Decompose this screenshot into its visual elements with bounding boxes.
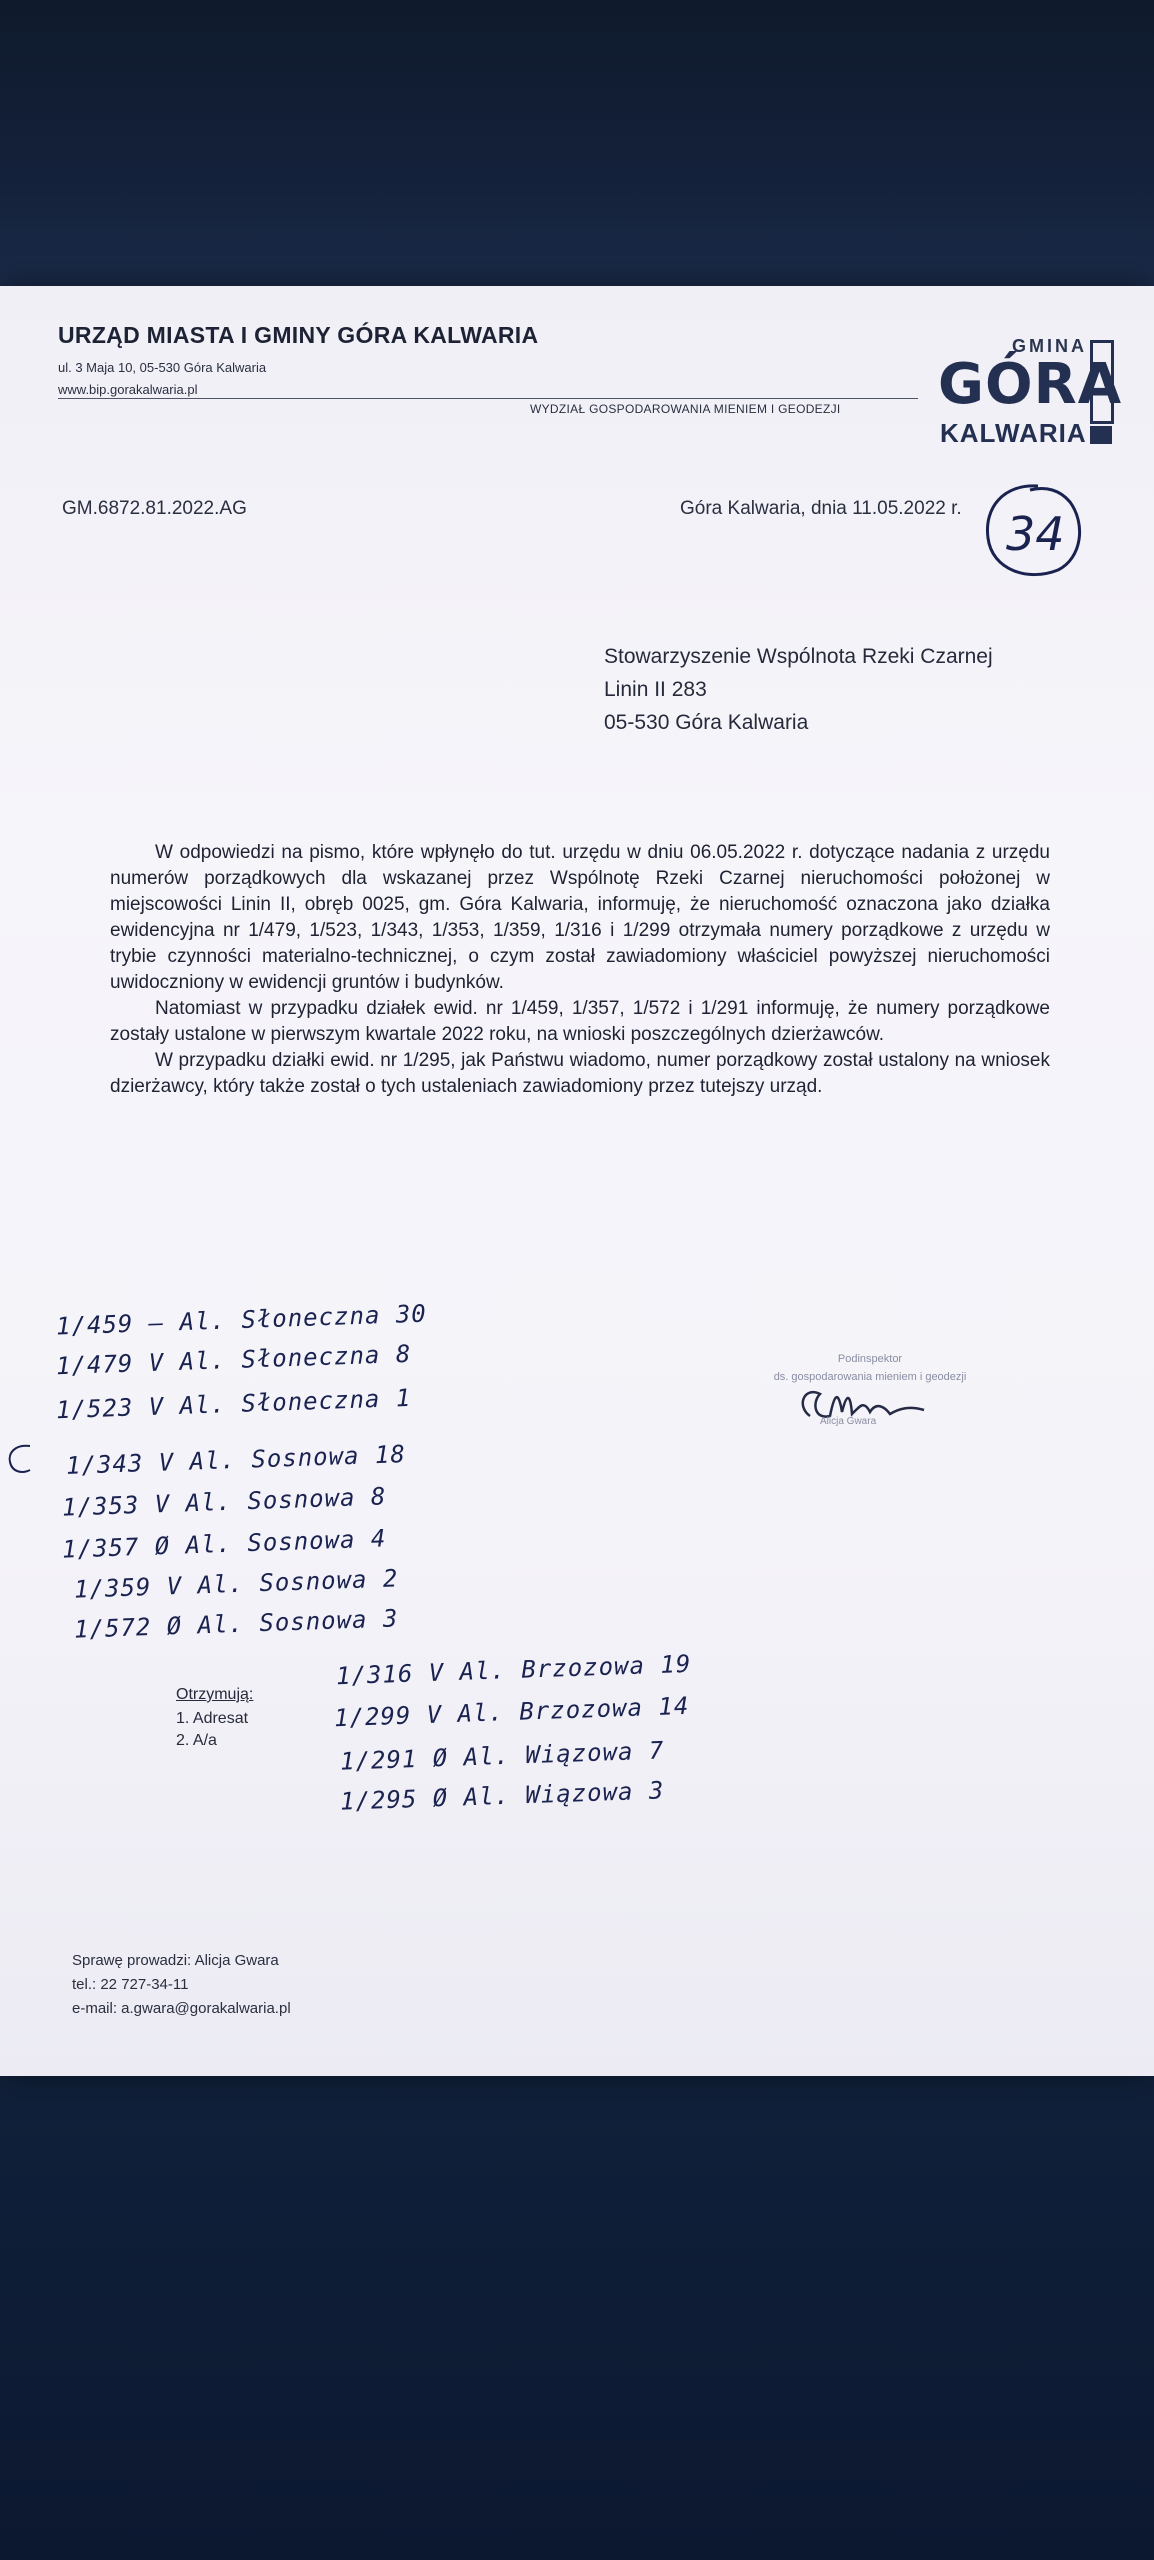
stamp-department: ds. gospodarowania mieniem i geodezji	[773, 1371, 967, 1383]
logo-frame-icon	[1090, 340, 1114, 424]
margin-mark-icon	[4, 1440, 34, 1480]
recipient-line: Linin II 283	[604, 678, 707, 701]
recipient-address	[604, 640, 993, 739]
handwritten-note: 1/291 Ø Al. Wiązowa 7	[339, 1736, 665, 1776]
handwritten-note: 1/523 V Al. Słoneczna 1	[55, 1383, 412, 1425]
handwritten-note: 1/459 – Al. Słoneczna 30	[55, 1299, 428, 1341]
recipients-item: 2. A/a	[176, 1732, 217, 1749]
logo-gora-text: GÓRA	[938, 352, 1123, 417]
signature-name: Alicja Gwara	[820, 1416, 877, 1427]
recipient-line: 05-530 Góra Kalwaria	[604, 711, 809, 734]
handwritten-note: 1/343 V Al. Sosnowa 18	[65, 1440, 407, 1480]
handwritten-note: 1/316 V Al. Brzozowa 19	[335, 1649, 692, 1691]
logo-gmina-text: GMINA	[1012, 336, 1087, 356]
contact-handled-by: Sprawę prowadzi: Alicja Gwara	[72, 1952, 279, 1969]
handwritten-note: 1/479 V Al. Słoneczna 8	[55, 1339, 412, 1381]
logo-square-icon	[1090, 426, 1112, 444]
logo-kalwaria-text: KALWARIA	[940, 418, 1087, 448]
office-address: ul. 3 Maja 10, 05-530 Góra Kalwaria	[58, 360, 267, 375]
office-website: www.bip.gorakalwaria.pl	[58, 382, 198, 397]
handwritten-note: 1/299 V Al. Brzozowa 14	[333, 1691, 690, 1733]
handwritten-signature	[790, 1376, 950, 1436]
contact-phone: tel.: 22 727-34-11	[72, 1976, 189, 1993]
recipients-heading: Otrzymują:	[176, 1686, 254, 1703]
body-paragraph: W odpowiedzi na pismo, które wpłynęło do tut. urzędu w dniu 06.05.2022 r. dotyczące nadania z urzędu numerów porządkowych dla wskazanej przez Wspólnotę Rzeki Czarnej nieruchomości położonej w miejscowości Linin II, obręb 0025, gm. Góra Kalwaria, informuję, że nieruchomość oznaczona jako działka ewidencyjna nr 1/479, 1/523, 1/343, 1/353, 1/359, 1/316 i 1/299 otrzymała numery porządkowe z urzędu w trybie czynności materialno-technicznej, o czym został zawiadomiony właściciel powyższej nieruchomości uwidoczniony w ewidencji gruntów i budynków.	[110, 842, 1050, 993]
handwritten-note: 1/359 V Al. Sosnowa 2	[73, 1564, 399, 1604]
recipient-line: Stowarzyszenie Wspólnota Rzeki Czarnej	[604, 645, 993, 668]
body-paragraph: Natomiast w przypadku działek ewid. nr 1/459, 1/357, 1/572 i 1/291 informuję, że numery porządkowe zostały ustalone w pierwszym kwartale 2022 roku, na wnioski poszczególnych dzierżawców.	[110, 998, 1050, 1045]
handwritten-note: 1/353 V Al. Sosnowa 8	[61, 1482, 387, 1522]
stamp-title: Podinspektor	[837, 1353, 903, 1365]
letter-body	[110, 840, 1050, 1100]
handwritten-note: 1/295 Ø Al. Wiązowa 3	[339, 1776, 665, 1816]
circled-number-annotation	[978, 478, 1088, 588]
office-name: URZĄD MIASTA I GMINY GÓRA KALWARIA	[58, 322, 539, 348]
recipients-item: 1. Adresat	[176, 1710, 249, 1727]
contact-email[interactable]: e-mail: a.gwara@gorakalwaria.pl	[72, 2000, 291, 2017]
reference-number: GM.6872.81.2022.AG	[62, 498, 247, 519]
department-name: WYDZIAŁ GOSPODAROWANIA MIENIEM I GEODEZJI	[530, 402, 841, 416]
handwritten-note: 1/572 Ø Al. Sosnowa 3	[73, 1604, 399, 1644]
handwritten-note: 1/357 Ø Al. Sosnowa 4	[61, 1524, 387, 1564]
body-paragraph: W przypadku działki ewid. nr 1/295, jak Państwu wiadomo, numer porządkowy został ustalony na wniosek dzierżawcy, który także został o tych ustaleniach zawiadomiony przez tutejszy urząd.	[110, 1050, 1050, 1097]
header-divider	[58, 398, 918, 399]
circled-number-text: 34	[1006, 507, 1065, 561]
place-date: Góra Kalwaria, dnia 11.05.2022 r.	[680, 498, 962, 519]
